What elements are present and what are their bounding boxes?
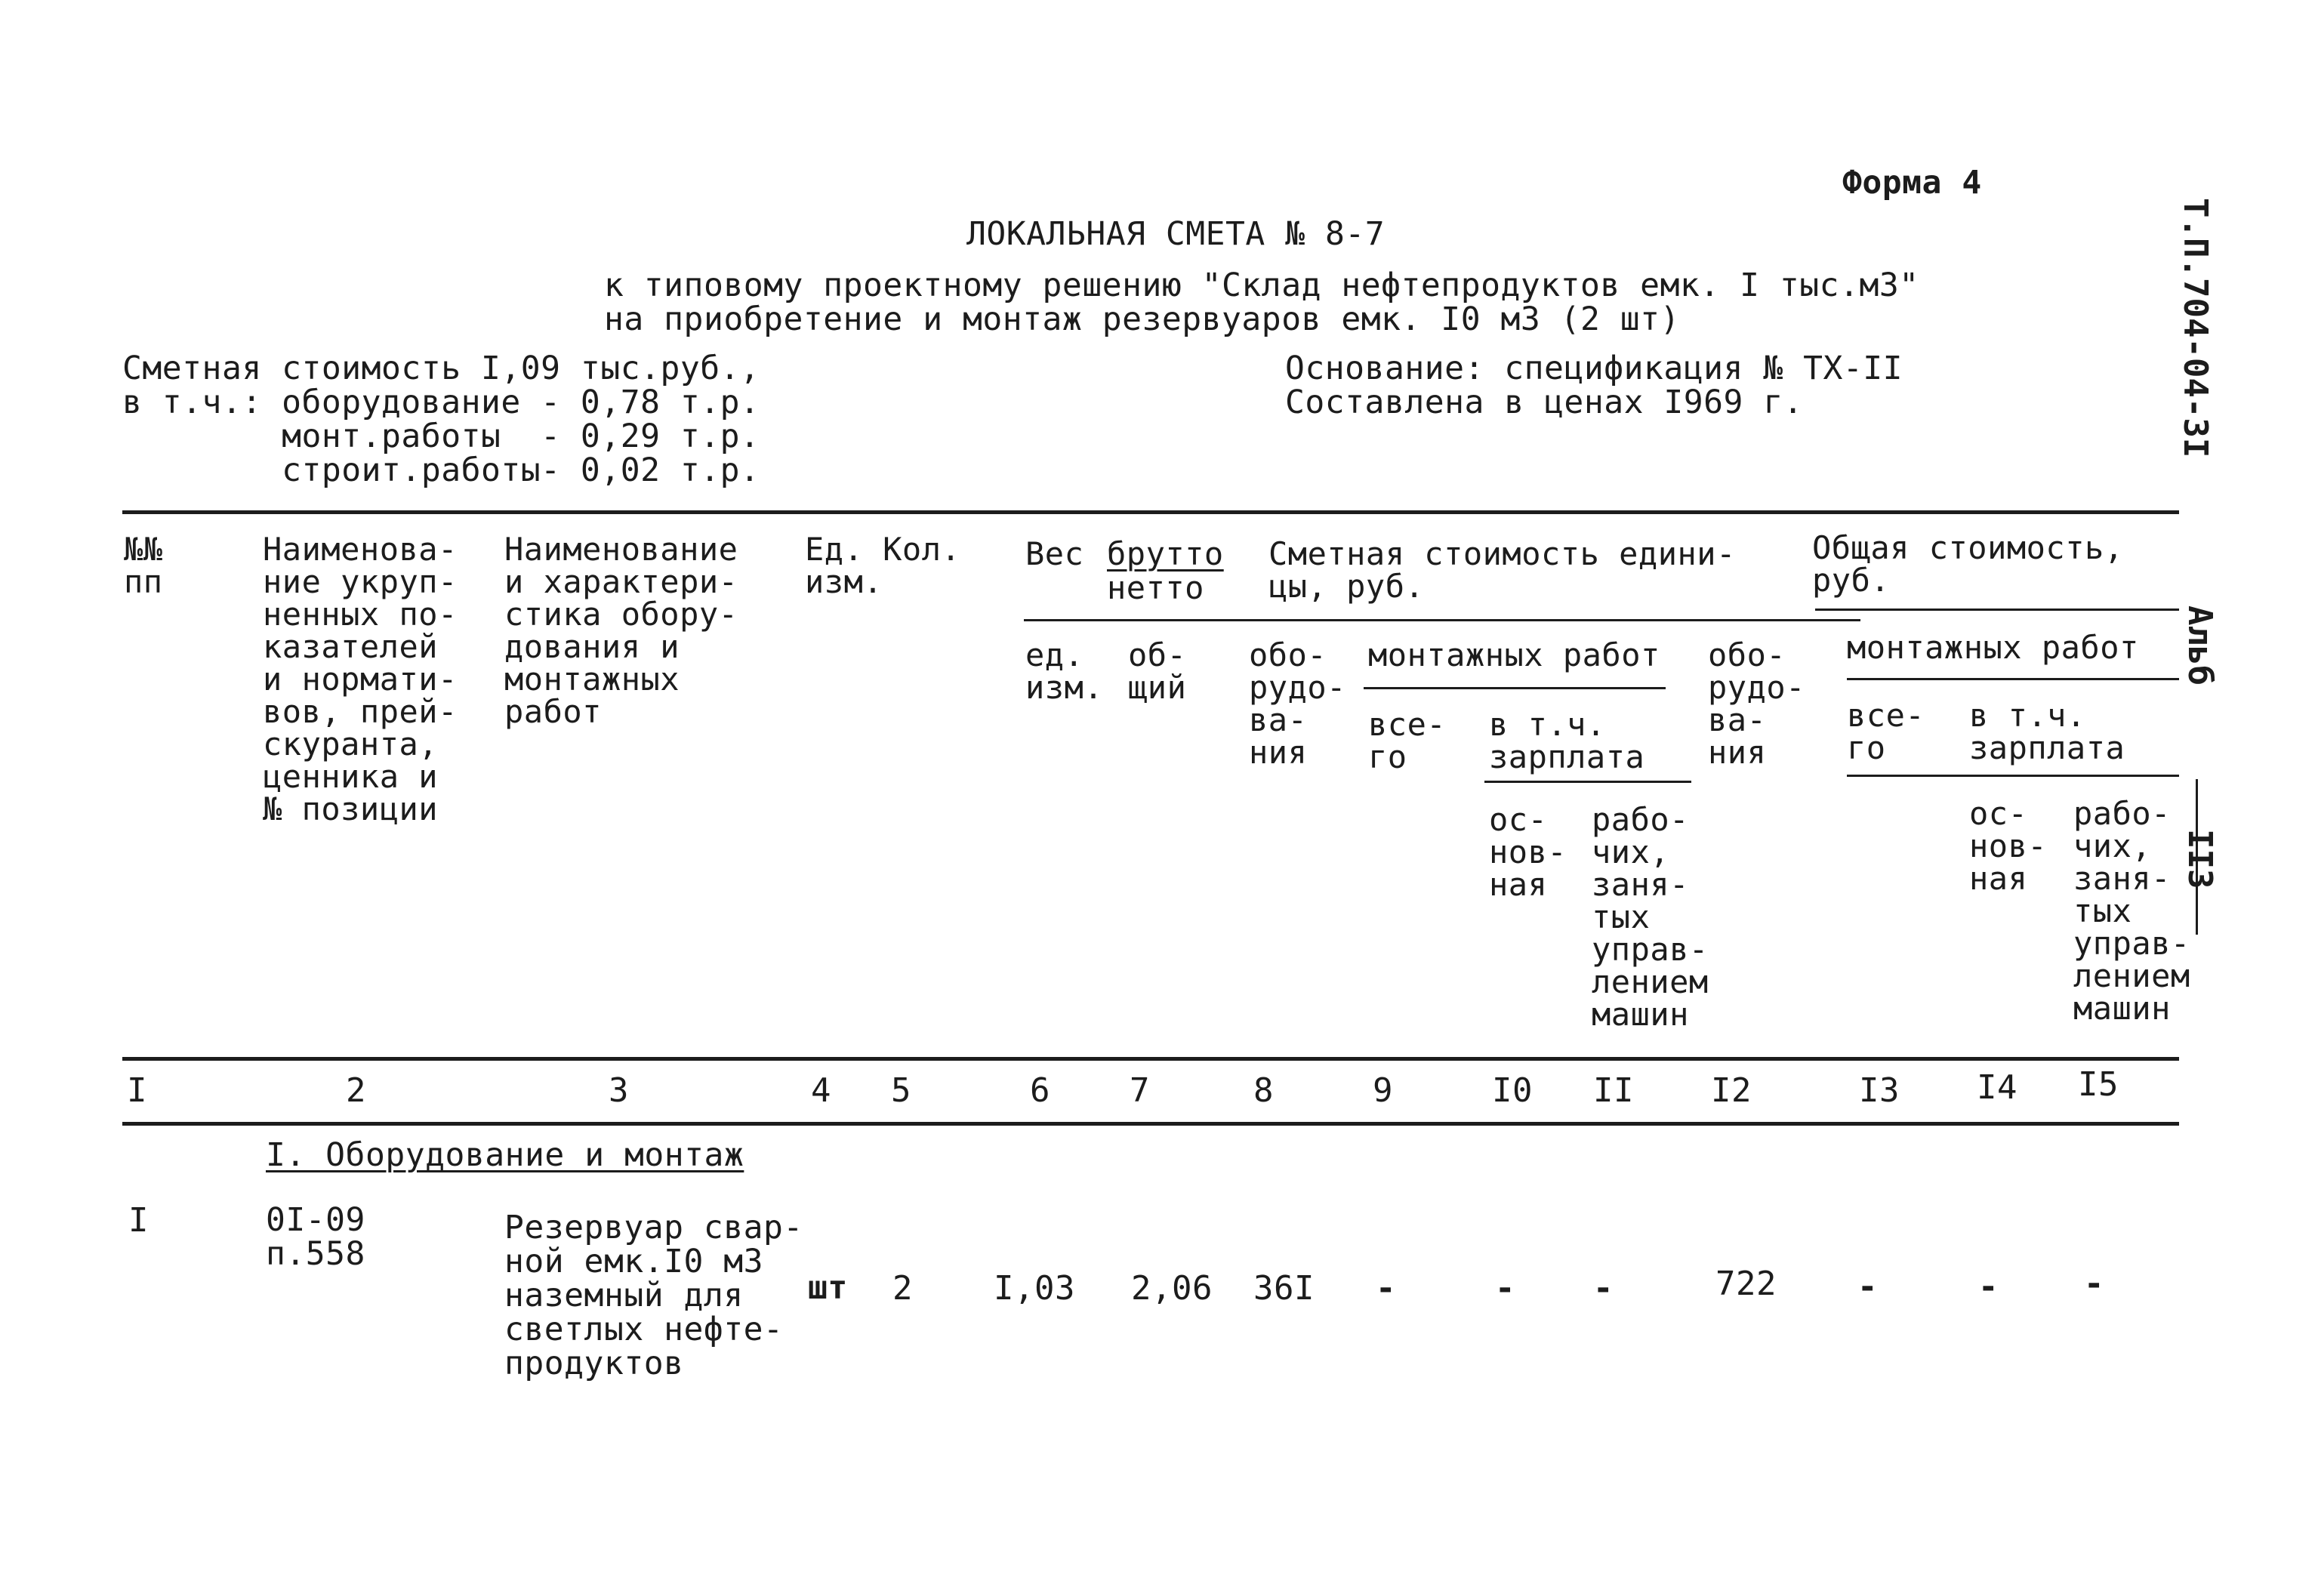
section-title: I. Оборудование и монтаж — [266, 1136, 744, 1174]
column-number: I4 — [1977, 1068, 2017, 1107]
header-equipment-name: Наименование и характери- стика обору- дования и монтажных работ — [504, 531, 738, 730]
header-total-wage-basic: ос- нов- ная — [1969, 795, 2048, 897]
column-number: I — [127, 1071, 147, 1110]
header-unit-cost: Сметная стоимость едини- цы, руб. — [1268, 535, 1736, 605]
row-total-mount-basic: - — [1978, 1268, 1999, 1306]
column-number: I3 — [1859, 1071, 1900, 1110]
unit-cost-subheader-rule — [1024, 619, 1860, 621]
header-unit-equipment: обо- рудо- ва- ния — [1249, 636, 1346, 771]
column-number: 3 — [609, 1071, 629, 1110]
header-bottom-rule — [122, 1057, 2179, 1061]
header-total-cost: Общая стоимость, руб. — [1812, 529, 2124, 599]
row-number: I — [128, 1201, 149, 1240]
unit-mount-rule — [1364, 687, 1666, 689]
column-number: 6 — [1030, 1071, 1050, 1110]
header-unit-mount-all: все- го — [1368, 706, 1447, 775]
summary-line-1: Сметная стоимость I,09 тыс.руб., — [122, 350, 760, 387]
summary-line-2: в т.ч.: оборудование - 0,78 т.р. — [122, 384, 760, 421]
row-unit-equipment-cost: 36I — [1253, 1269, 1315, 1308]
header-total-equipment: обо- рудо- ва- ния — [1708, 636, 1805, 771]
row-equipment-name: Резервуар свар- ной емк.I0 м3 наземный для светлых нефте- продуктов — [504, 1209, 803, 1382]
row-weight-per-unit: I,03 — [994, 1269, 1075, 1308]
row-quantity: 2 — [892, 1269, 913, 1308]
header-total-mount-all: все- го — [1847, 697, 1925, 766]
header-unit-wage-machine: рабо- чих, заня- тых управ- лением машин — [1592, 801, 1709, 1033]
total-wage-rule — [1847, 775, 2179, 777]
header-total-incl-wage: в т.ч. зарплата — [1969, 697, 2125, 766]
header-unit-qty: Ед. Кол. изм. — [805, 531, 961, 600]
header-weight-total: об- щий — [1128, 636, 1187, 706]
table-top-rule — [122, 510, 2179, 514]
row-unit-mount-basic: - — [1495, 1269, 1515, 1308]
row-norm-code: 0I-09 п.558 — [266, 1201, 365, 1273]
row-unit: шт — [808, 1269, 848, 1307]
header-weight-label: Вес — [1025, 535, 1084, 572]
document-title: ЛОКАЛЬНАЯ СМЕТА № 8-7 — [966, 215, 1386, 253]
column-number: 7 — [1130, 1071, 1150, 1110]
header-total-wage-machine: рабо- чих, заня- тых управ- лением машин — [2073, 795, 2190, 1027]
unit-wage-rule — [1484, 781, 1691, 783]
row-total-mount-machine: - — [2084, 1265, 2104, 1303]
subtitle-line-2: на приобретение и монтаж резервуаров емк. I0 м3 (2 шт) — [604, 300, 1680, 338]
header-total-mount: монтажных работ — [1847, 629, 2139, 666]
total-cost-subheader-rule — [1815, 609, 2179, 611]
row-total-mount: - — [1857, 1268, 1878, 1306]
column-number: I2 — [1711, 1071, 1752, 1110]
column-number: 2 — [346, 1071, 366, 1110]
form-label: Форма 4 — [1842, 164, 1982, 202]
column-number: I0 — [1492, 1071, 1533, 1110]
column-number: 8 — [1253, 1071, 1274, 1110]
side-bracket-line — [2196, 779, 2198, 935]
side-document-code: Т.П.704-04-3I — [2176, 198, 2215, 458]
side-album-label: Альб — [2181, 605, 2219, 686]
column-number: II — [1593, 1071, 1634, 1110]
column-number: I5 — [2078, 1065, 2119, 1104]
header-weight-per-unit: ед. изм. — [1025, 636, 1104, 706]
side-page-number: II3 — [2181, 829, 2219, 889]
row-total-equipment-cost: 722 — [1715, 1265, 1777, 1303]
header-unit-wage-basic: ос- нов- ная — [1489, 801, 1567, 903]
column-numbers-rule — [122, 1122, 2179, 1126]
row-unit-mount-machine: - — [1593, 1269, 1614, 1308]
column-number: 5 — [891, 1071, 911, 1110]
summary-line-4: строит.работы- 0,02 т.р. — [122, 451, 760, 489]
row-unit-mount-total: - — [1376, 1269, 1396, 1308]
header-unit-mount: монтажных работ — [1368, 636, 1660, 673]
header-row-number: №№ пп — [124, 531, 163, 600]
column-number: 4 — [811, 1071, 831, 1110]
summary-line-3: монт.работы - 0,29 т.р. — [122, 417, 760, 455]
header-unit-incl-wage: в т.ч. зарплата — [1489, 706, 1645, 775]
basis-line-2: Составлена в ценах I969 г. — [1285, 384, 1804, 421]
row-weight-total: 2,06 — [1131, 1269, 1213, 1308]
subtitle-line-1: к типовому проектному решению "Склад нефтепродуктов емк. I тыс.м3" — [604, 267, 1919, 304]
header-weight-gross: брутто — [1107, 535, 1224, 572]
header-norm-name: Наименова- ние укруп- ненных по- казателей и нормати- вов, прей- скуранта, ценника и № позиции — [263, 531, 458, 827]
basis-line-1: Основание: спецификация № ТХ-II — [1285, 350, 1903, 387]
total-mount-rule — [1847, 678, 2179, 680]
header-weight-net: нетто — [1107, 569, 1204, 606]
column-number: 9 — [1373, 1071, 1393, 1110]
